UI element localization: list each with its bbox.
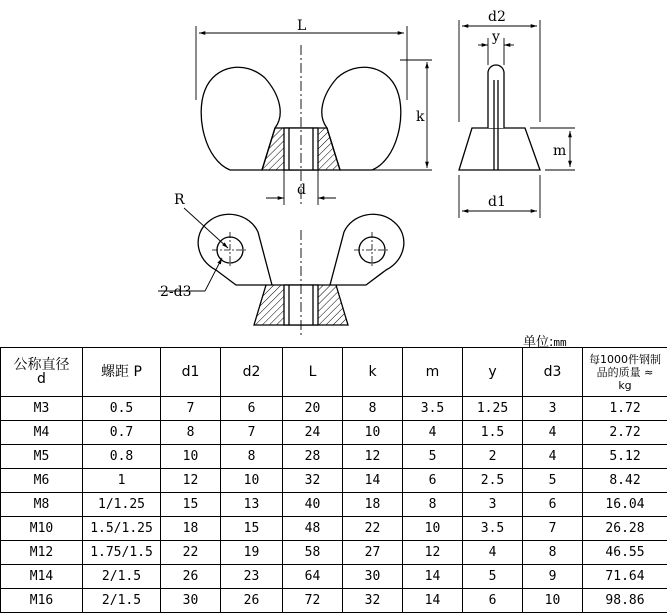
side-view <box>459 65 540 170</box>
label-d1: d1 <box>488 194 506 210</box>
cell-y: 2.5 <box>463 469 523 493</box>
cell-nominal-diameter: M5 <box>1 445 83 469</box>
cell-L: 24 <box>283 421 343 445</box>
cell-L: 64 <box>283 565 343 589</box>
cell-L: 48 <box>283 517 343 541</box>
header-row <box>1 348 667 397</box>
header-nominal-diameter: 公称直径 d <box>1 348 83 397</box>
cell-mass: 26.28 <box>583 517 667 541</box>
cell-d2: 6 <box>221 397 283 421</box>
cell-pitch: 1 <box>83 469 161 493</box>
cell-d3: 4 <box>523 421 583 445</box>
cell-d3: 3 <box>523 397 583 421</box>
table-row <box>1 565 667 589</box>
cell-d1: 18 <box>161 517 221 541</box>
spec-table <box>0 347 667 613</box>
header-mass: 每1000件钢制 品的质量 ≈ kg <box>583 348 667 397</box>
cell-d1: 26 <box>161 565 221 589</box>
cell-m: 6 <box>403 469 463 493</box>
cell-nominal-diameter: M14 <box>1 565 83 589</box>
cell-m: 5 <box>403 445 463 469</box>
cell-d2: 26 <box>221 589 283 613</box>
cell-d1: 10 <box>161 445 221 469</box>
label-2-d3: 2-d3 <box>160 284 192 300</box>
cell-y: 1.5 <box>463 421 523 445</box>
cell-nominal-diameter: M16 <box>1 589 83 613</box>
table-row <box>1 517 667 541</box>
table-row <box>1 421 667 445</box>
cell-pitch: 2/1.5 <box>83 565 161 589</box>
cell-nominal-diameter: M4 <box>1 421 83 445</box>
front-view <box>201 45 401 205</box>
cell-d2: 13 <box>221 493 283 517</box>
cell-nominal-diameter: M3 <box>1 397 83 421</box>
cell-d1: 12 <box>161 469 221 493</box>
cell-mass: 46.55 <box>583 541 667 565</box>
cell-d1: 8 <box>161 421 221 445</box>
header-y: y <box>463 348 523 397</box>
unit-prefix: 单位: <box>523 335 554 350</box>
cell-d3: 10 <box>523 589 583 613</box>
cell-nominal-diameter: M8 <box>1 493 83 517</box>
cell-nominal-diameter: M12 <box>1 541 83 565</box>
cell-y: 2 <box>463 445 523 469</box>
cell-mass: 1.72 <box>583 397 667 421</box>
cell-pitch: 1.5/1.25 <box>83 517 161 541</box>
cell-y: 5 <box>463 565 523 589</box>
cell-L: 40 <box>283 493 343 517</box>
cell-d3: 4 <box>523 445 583 469</box>
cell-k: 18 <box>343 493 403 517</box>
table-body <box>1 397 667 613</box>
cell-k: 30 <box>343 565 403 589</box>
cell-d2: 19 <box>221 541 283 565</box>
cell-m: 8 <box>403 493 463 517</box>
cell-y: 6 <box>463 589 523 613</box>
cell-mass: 2.72 <box>583 421 667 445</box>
header-d1: d1 <box>161 348 221 397</box>
cell-d2: 23 <box>221 565 283 589</box>
cell-y: 4 <box>463 541 523 565</box>
cell-pitch: 0.5 <box>83 397 161 421</box>
cell-nominal-diameter: M10 <box>1 517 83 541</box>
cell-d1: 22 <box>161 541 221 565</box>
label-R: R <box>174 192 185 208</box>
table-row <box>1 541 667 565</box>
cell-m: 10 <box>403 517 463 541</box>
cell-d3: 5 <box>523 469 583 493</box>
cell-m: 12 <box>403 541 463 565</box>
cell-m: 14 <box>403 565 463 589</box>
header-L: L <box>283 348 343 397</box>
cell-pitch: 2/1.5 <box>83 589 161 613</box>
label-m: m <box>553 143 567 159</box>
cell-m: 14 <box>403 589 463 613</box>
header-k: k <box>343 348 403 397</box>
cell-d2: 10 <box>221 469 283 493</box>
table-row <box>1 493 667 517</box>
cell-pitch: 0.7 <box>83 421 161 445</box>
cell-L: 72 <box>283 589 343 613</box>
label-d2: d2 <box>488 9 506 25</box>
cell-d2: 7 <box>221 421 283 445</box>
header-pitch: 螺距 P <box>83 348 161 397</box>
cell-L: 32 <box>283 469 343 493</box>
label-k: k <box>416 109 425 125</box>
cell-y: 1.25 <box>463 397 523 421</box>
cell-y: 3.5 <box>463 517 523 541</box>
cell-mass: 8.42 <box>583 469 667 493</box>
top-view <box>198 214 404 335</box>
cell-pitch: 1/1.25 <box>83 493 161 517</box>
table-row <box>1 589 667 613</box>
cell-k: 10 <box>343 421 403 445</box>
header-d3: d3 <box>523 348 583 397</box>
cell-d3: 8 <box>523 541 583 565</box>
cell-L: 58 <box>283 541 343 565</box>
cell-k: 14 <box>343 469 403 493</box>
cell-d1: 15 <box>161 493 221 517</box>
cell-L: 28 <box>283 445 343 469</box>
table-row <box>1 445 667 469</box>
cell-mass: 98.86 <box>583 589 667 613</box>
label-d: d <box>297 182 306 198</box>
label-L: L <box>297 18 307 34</box>
cell-L: 20 <box>283 397 343 421</box>
header-m: m <box>403 348 463 397</box>
cell-pitch: 0.8 <box>83 445 161 469</box>
cell-mass: 71.64 <box>583 565 667 589</box>
cell-d1: 30 <box>161 589 221 613</box>
cell-d3: 9 <box>523 565 583 589</box>
cell-k: 27 <box>343 541 403 565</box>
cell-d2: 15 <box>221 517 283 541</box>
table-row <box>1 397 667 421</box>
cell-d2: 8 <box>221 445 283 469</box>
cell-k: 8 <box>343 397 403 421</box>
cell-mass: 5.12 <box>583 445 667 469</box>
cell-k: 12 <box>343 445 403 469</box>
cell-d1: 7 <box>161 397 221 421</box>
table-row <box>1 469 667 493</box>
cell-d3: 7 <box>523 517 583 541</box>
cell-m: 4 <box>403 421 463 445</box>
cell-mass: 16.04 <box>583 493 667 517</box>
cell-pitch: 1.75/1.5 <box>83 541 161 565</box>
cell-m: 3.5 <box>403 397 463 421</box>
unit-value: mm <box>553 336 567 349</box>
label-y: y <box>492 29 500 45</box>
cell-nominal-diameter: M6 <box>1 469 83 493</box>
header-d2: d2 <box>221 348 283 397</box>
cell-y: 3 <box>463 493 523 517</box>
cell-k: 32 <box>343 589 403 613</box>
cell-d3: 6 <box>523 493 583 517</box>
cell-k: 22 <box>343 517 403 541</box>
side-dimensions <box>459 20 575 218</box>
